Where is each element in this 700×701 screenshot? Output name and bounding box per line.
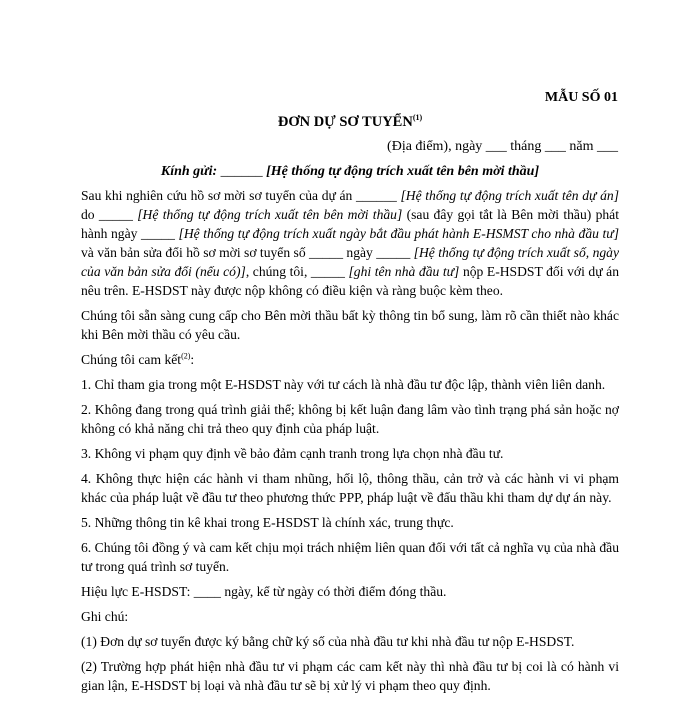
commitment-item-3: 3. Không vi phạm quy định về bảo đảm cạnh tranh trong lựa chọn nhà đầu tư.	[81, 446, 504, 461]
form-number: MẪU SỐ 01	[544, 90, 618, 105]
intro-paragraph	[81, 186, 619, 300]
title-text: ĐƠN DỰ SƠ TUYỂN	[277, 114, 413, 130]
intro-text-4: và văn bản sửa đổi hồ sơ mời sơ tuyển số _____ ngày _____	[81, 245, 414, 260]
intro-text-6: nộp E-HSDST đối với dự án nêu trên. E-HSDST này được nộp không có điều kiện và ràng buộc kèm theo.	[81, 264, 620, 298]
validity-line: Hiệu lực E-HSDST: ____ ngày, kể từ ngày có thời điểm đóng thầu.	[81, 584, 447, 599]
notes-label: Ghi chú:	[81, 609, 129, 624]
intro-text-1: Sau khi nghiên cứu hồ sơ mời sơ tuyển của dự án ______	[81, 188, 401, 203]
title-footnote-marker: (1)	[412, 113, 423, 123]
commitment-item-6: 6. Chúng tôi đồng ý và cam kết chịu mọi trách nhiệm liên quan đối với tất cả nghĩa vụ của nhà đầu tư trong quá trình sơ tuyển.	[81, 540, 619, 574]
commitment-colon: :	[190, 352, 195, 367]
intro-placeholder-amendment: [Hệ thống tự động trích xuất số, ngày của văn bản sửa đổi (nếu có)]	[81, 245, 619, 279]
commitment-item-2: 2. Không đang trong quá trình giải thể; không bị kết luận đang lâm vào tình trạng phá sản hoặc nợ không có khả năng chi trả theo quy định của pháp luật.	[81, 402, 619, 436]
intro-placeholder-issue-date: [Hệ thống tự động trích xuất ngày bắt đầu phát hành E-HSMST cho nhà đầu tư]	[178, 226, 619, 241]
intro-placeholder-inviter: [Hệ thống tự động trích xuất tên bên mời thầu]	[137, 207, 403, 222]
intro-text-2: do _____	[81, 207, 138, 222]
commitment-item-5: 5. Những thông tin kê khai trong E-HSDST là chính xác, trung thực.	[81, 515, 454, 530]
place-date-line: (Địa điểm), ngày ___ tháng ___ năm ___	[387, 139, 618, 154]
note-2: (2) Trường hợp phát hiện nhà đầu tư vi phạm các cam kết này thì nhà đầu tư bị coi là có hành vi gian lận, E-HSDST bị loại và nhà đầu tư sẽ bị xử lý vi phạm theo quy định.	[81, 659, 619, 693]
document-body	[81, 186, 619, 701]
note-1: (1) Đơn dự sơ tuyển được ký bằng chữ ký số của nhà đầu tư khi nhà đầu tư nộp E-HSDST.	[81, 634, 575, 649]
recipient-line	[0, 164, 700, 180]
recipient-blank: ______	[220, 164, 263, 179]
intro-text-3: (sau đây gọi tắt là Bên mời thầu) phát hành ngày _____	[81, 207, 619, 241]
commitment-label: Chúng tôi cam kết	[81, 352, 182, 367]
intro-placeholder-investor: [ghi tên nhà đầu tư]	[348, 264, 460, 279]
commitment-item-4: 4. Không thực hiện các hành vi tham nhũng, hối lộ, thông thầu, cản trở và các hành vi vi phạm khác của pháp luật về đầu tư theo phương thức PPP, pháp luật về đấu thầu khi tham dự dự án này.	[81, 471, 619, 505]
recipient-label: Kính gửi:	[160, 164, 218, 179]
recipient-value: [Hệ thống tự động trích xuất tên bên mời thầu]	[266, 164, 540, 179]
commitment-item-1: 1. Chỉ tham gia trong một E-HSDST này với tư cách là nhà đầu tư độc lập, thành viên liên danh.	[81, 377, 606, 392]
intro-placeholder-project: [Hệ thống tự động trích xuất tên dự án]	[400, 188, 620, 203]
additional-info-paragraph: Chúng tôi sẵn sàng cung cấp cho Bên mời thầu bất kỳ thông tin bổ sung, làm rõ cần thiết nào khác khi Bên mời thầu có yêu cầu.	[81, 308, 619, 342]
intro-text-5: , chúng tôi, _____	[245, 264, 349, 279]
document-title	[0, 114, 700, 131]
commitment-heading	[81, 350, 619, 369]
commitment-footnote-marker: (2)	[181, 351, 191, 361]
